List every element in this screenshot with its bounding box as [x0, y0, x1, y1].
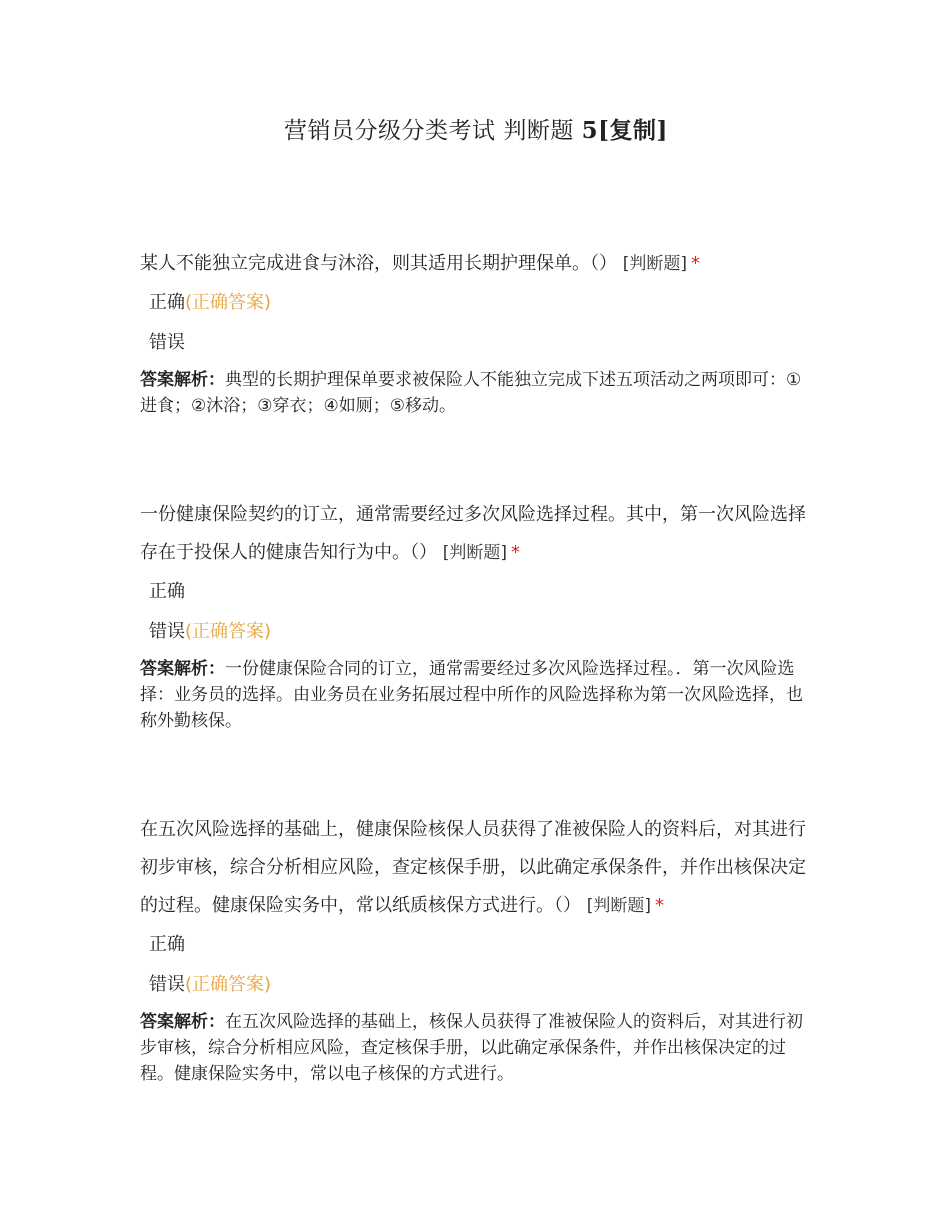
- option-label: 错误: [149, 621, 185, 642]
- question-type-label: [判断题]: [622, 254, 687, 274]
- analysis-label: 答案解析：: [140, 659, 225, 679]
- option-false: [140, 965, 812, 1005]
- analysis-label: 答案解析：: [140, 370, 225, 390]
- question-text: [140, 811, 812, 925]
- page-title: [140, 112, 812, 145]
- question-1: [140, 245, 812, 419]
- analysis-text: 一份健康保险合同的订立，通常需要经过多次风险选择过程。．第一次风险选择：业务员的选择。由业务员在业务拓展过程中所作的风险选择称为第一次风险选择，也称外勤核保。: [140, 659, 803, 731]
- option-label: 正确: [149, 292, 185, 313]
- question-2: [140, 496, 812, 734]
- analysis-text: 典型的长期护理保单要求被保险人不能独立完成下述五项活动之两项即可：①进食；②沐浴；③穿衣；④如厕；⑤移动。: [140, 370, 802, 416]
- required-star: *: [691, 253, 700, 274]
- correct-answer-mark: (正确答案): [185, 292, 272, 313]
- question-stem: 一份健康保险契约的订立，通常需要经过多次风险选择过程。其中，第一次风险选择存在于投保人的健康告知行为中。（）: [140, 504, 806, 563]
- option-label: 错误: [149, 332, 185, 353]
- option-true: [140, 572, 812, 612]
- question-text: [140, 245, 812, 283]
- option-true: [140, 283, 812, 323]
- option-false: [140, 612, 812, 652]
- option-label: 正确: [149, 934, 185, 955]
- option-label: 正确: [149, 581, 185, 602]
- question-stem: 某人不能独立完成进食与沐浴，则其适用长期护理保单。（）: [140, 253, 617, 274]
- option-true: [140, 925, 812, 965]
- correct-answer-mark: (正确答案): [185, 974, 272, 995]
- question-type-label: [判断题]: [586, 896, 651, 916]
- option-label: 错误: [149, 974, 185, 995]
- required-star: *: [511, 542, 520, 563]
- question-3: [140, 811, 812, 1087]
- answer-analysis: [140, 656, 812, 734]
- analysis-text: 在五次风险选择的基础上，核保人员获得了准被保险人的资料后，对其进行初步审核，综合分析相应风险，查定核保手册，以此确定承保条件，并作出核保决定的过程。健康保险实务中，常以电子核保的方式进行。: [140, 1012, 803, 1084]
- required-star: *: [655, 895, 664, 916]
- answer-analysis: [140, 367, 812, 419]
- question-text: [140, 496, 812, 572]
- question-type-label: [判断题]: [442, 543, 507, 563]
- question-stem: 在五次风险选择的基础上，健康保险核保人员获得了准被保险人的资料后，对其进行初步审核，综合分析相应风险，查定核保手册，以此确定承保条件，并作出核保决定的过程。健康保险实务中，常以纸质核保方式进行。（）: [140, 819, 806, 916]
- option-false: [140, 323, 812, 363]
- title-main: 营销员分级分类考试 判断题: [284, 118, 582, 144]
- answer-analysis: [140, 1009, 812, 1087]
- title-suffix: 5[复制]: [581, 117, 668, 144]
- analysis-label: 答案解析：: [140, 1012, 225, 1032]
- correct-answer-mark: (正确答案): [185, 621, 272, 642]
